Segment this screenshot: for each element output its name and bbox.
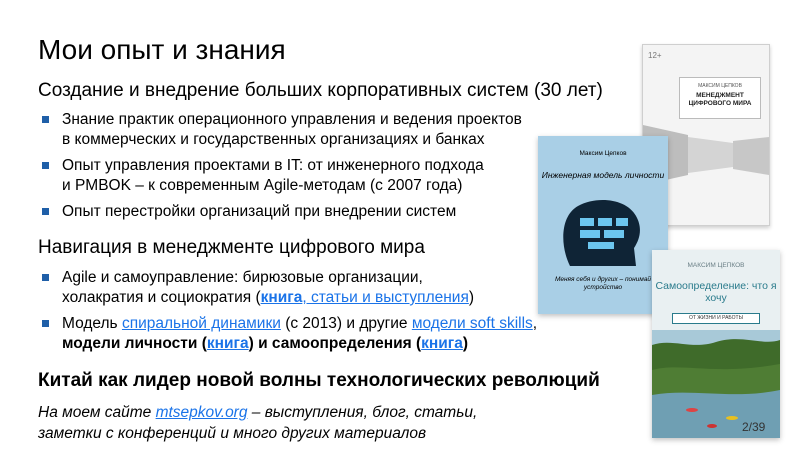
bullet-text: Опыт управления проектами в IT: от инженерного подхода <box>62 157 484 174</box>
book-title: Самоопределение: что я хочу <box>655 280 777 304</box>
book-title: МЕНЕДЖМЕНТ ЦИФРОВОГО МИРА <box>688 92 752 107</box>
bullet-text: Agile и самоуправление: бирюзовые организации, <box>62 269 423 286</box>
bold-text: модели личности <box>62 335 198 352</box>
bullet-text: ) <box>468 289 475 306</box>
bullet-text: Знание практик операционного управления и ведения проектов <box>62 111 522 128</box>
section2-heading: Навигация в менеджменте цифрового мира <box>38 237 425 258</box>
bold-text: ) и <box>248 335 272 352</box>
bullet-text: , <box>532 315 538 332</box>
age-rating: 12+ <box>648 51 662 60</box>
bullet-text: (с 2013) и другие <box>280 315 412 332</box>
bold-text: самоопределения <box>271 335 412 352</box>
note-text: заметки с конференций и много других материалов <box>38 425 427 442</box>
title-plate <box>679 77 761 119</box>
personality-book-link[interactable]: книга <box>206 335 249 352</box>
list-item <box>40 314 537 354</box>
book-author: МАКСИМ ЦЕПКОВ <box>698 83 742 89</box>
bold-text: ( <box>197 335 207 352</box>
slide-title: Мои опыт и знания <box>38 34 286 65</box>
talks-link[interactable]: , статьи и выступления <box>302 289 469 306</box>
bullet-text: Модель <box>62 315 122 332</box>
bullet-text: в коммерческих и государственных организациях и банках <box>62 131 485 148</box>
bullet-text: Опыт перестройки организаций при внедрении систем <box>62 203 457 220</box>
section2-bullets <box>40 268 537 360</box>
list-item <box>40 156 522 196</box>
book-title: Инженерная модель личности <box>541 170 665 180</box>
bold-text: ) <box>462 335 469 352</box>
china-heading: Китай как лидер новой волны технологических революций <box>38 370 600 391</box>
note-text: – выступления, блог, статьи, <box>247 404 478 421</box>
list-item <box>40 202 522 222</box>
bullet-text: и PMBOK – к современным Agile-методам (с 2007 года) <box>62 177 463 194</box>
book-tagline: Меняя себя и других – понимай устройство <box>554 276 652 291</box>
section1-heading: Создание и внедрение больших корпоративных систем (30 лет) <box>38 80 603 101</box>
note-text: На моем сайте <box>38 404 156 421</box>
spiral-dynamics-link[interactable]: спиральной динамики <box>121 315 281 332</box>
book-author: Максим Цепков <box>579 150 627 157</box>
book-author: МАКСИМ ЦЕПКОВ <box>687 262 745 269</box>
book-cover-self-determination <box>652 250 780 438</box>
section1-bullets <box>40 110 522 228</box>
bullet-text: холакратия и социократия ( <box>62 289 261 306</box>
list-item <box>40 268 537 308</box>
soft-skills-link[interactable]: модели soft skills <box>411 315 533 332</box>
bold-text: ( <box>411 335 422 352</box>
list-item <box>40 110 522 150</box>
book-cover-personality-model <box>538 136 668 314</box>
site-link[interactable]: mtsepkov.org <box>155 404 248 421</box>
book-subtitle: ОТ ЖИЗНИ И РАБОТЫ <box>672 313 760 324</box>
self-determination-book-link[interactable]: книга <box>421 335 463 352</box>
site-note <box>38 402 477 444</box>
page-number: 2/39 <box>742 420 766 434</box>
river-landscape-image <box>652 250 780 438</box>
book-link[interactable]: книга <box>260 289 303 306</box>
